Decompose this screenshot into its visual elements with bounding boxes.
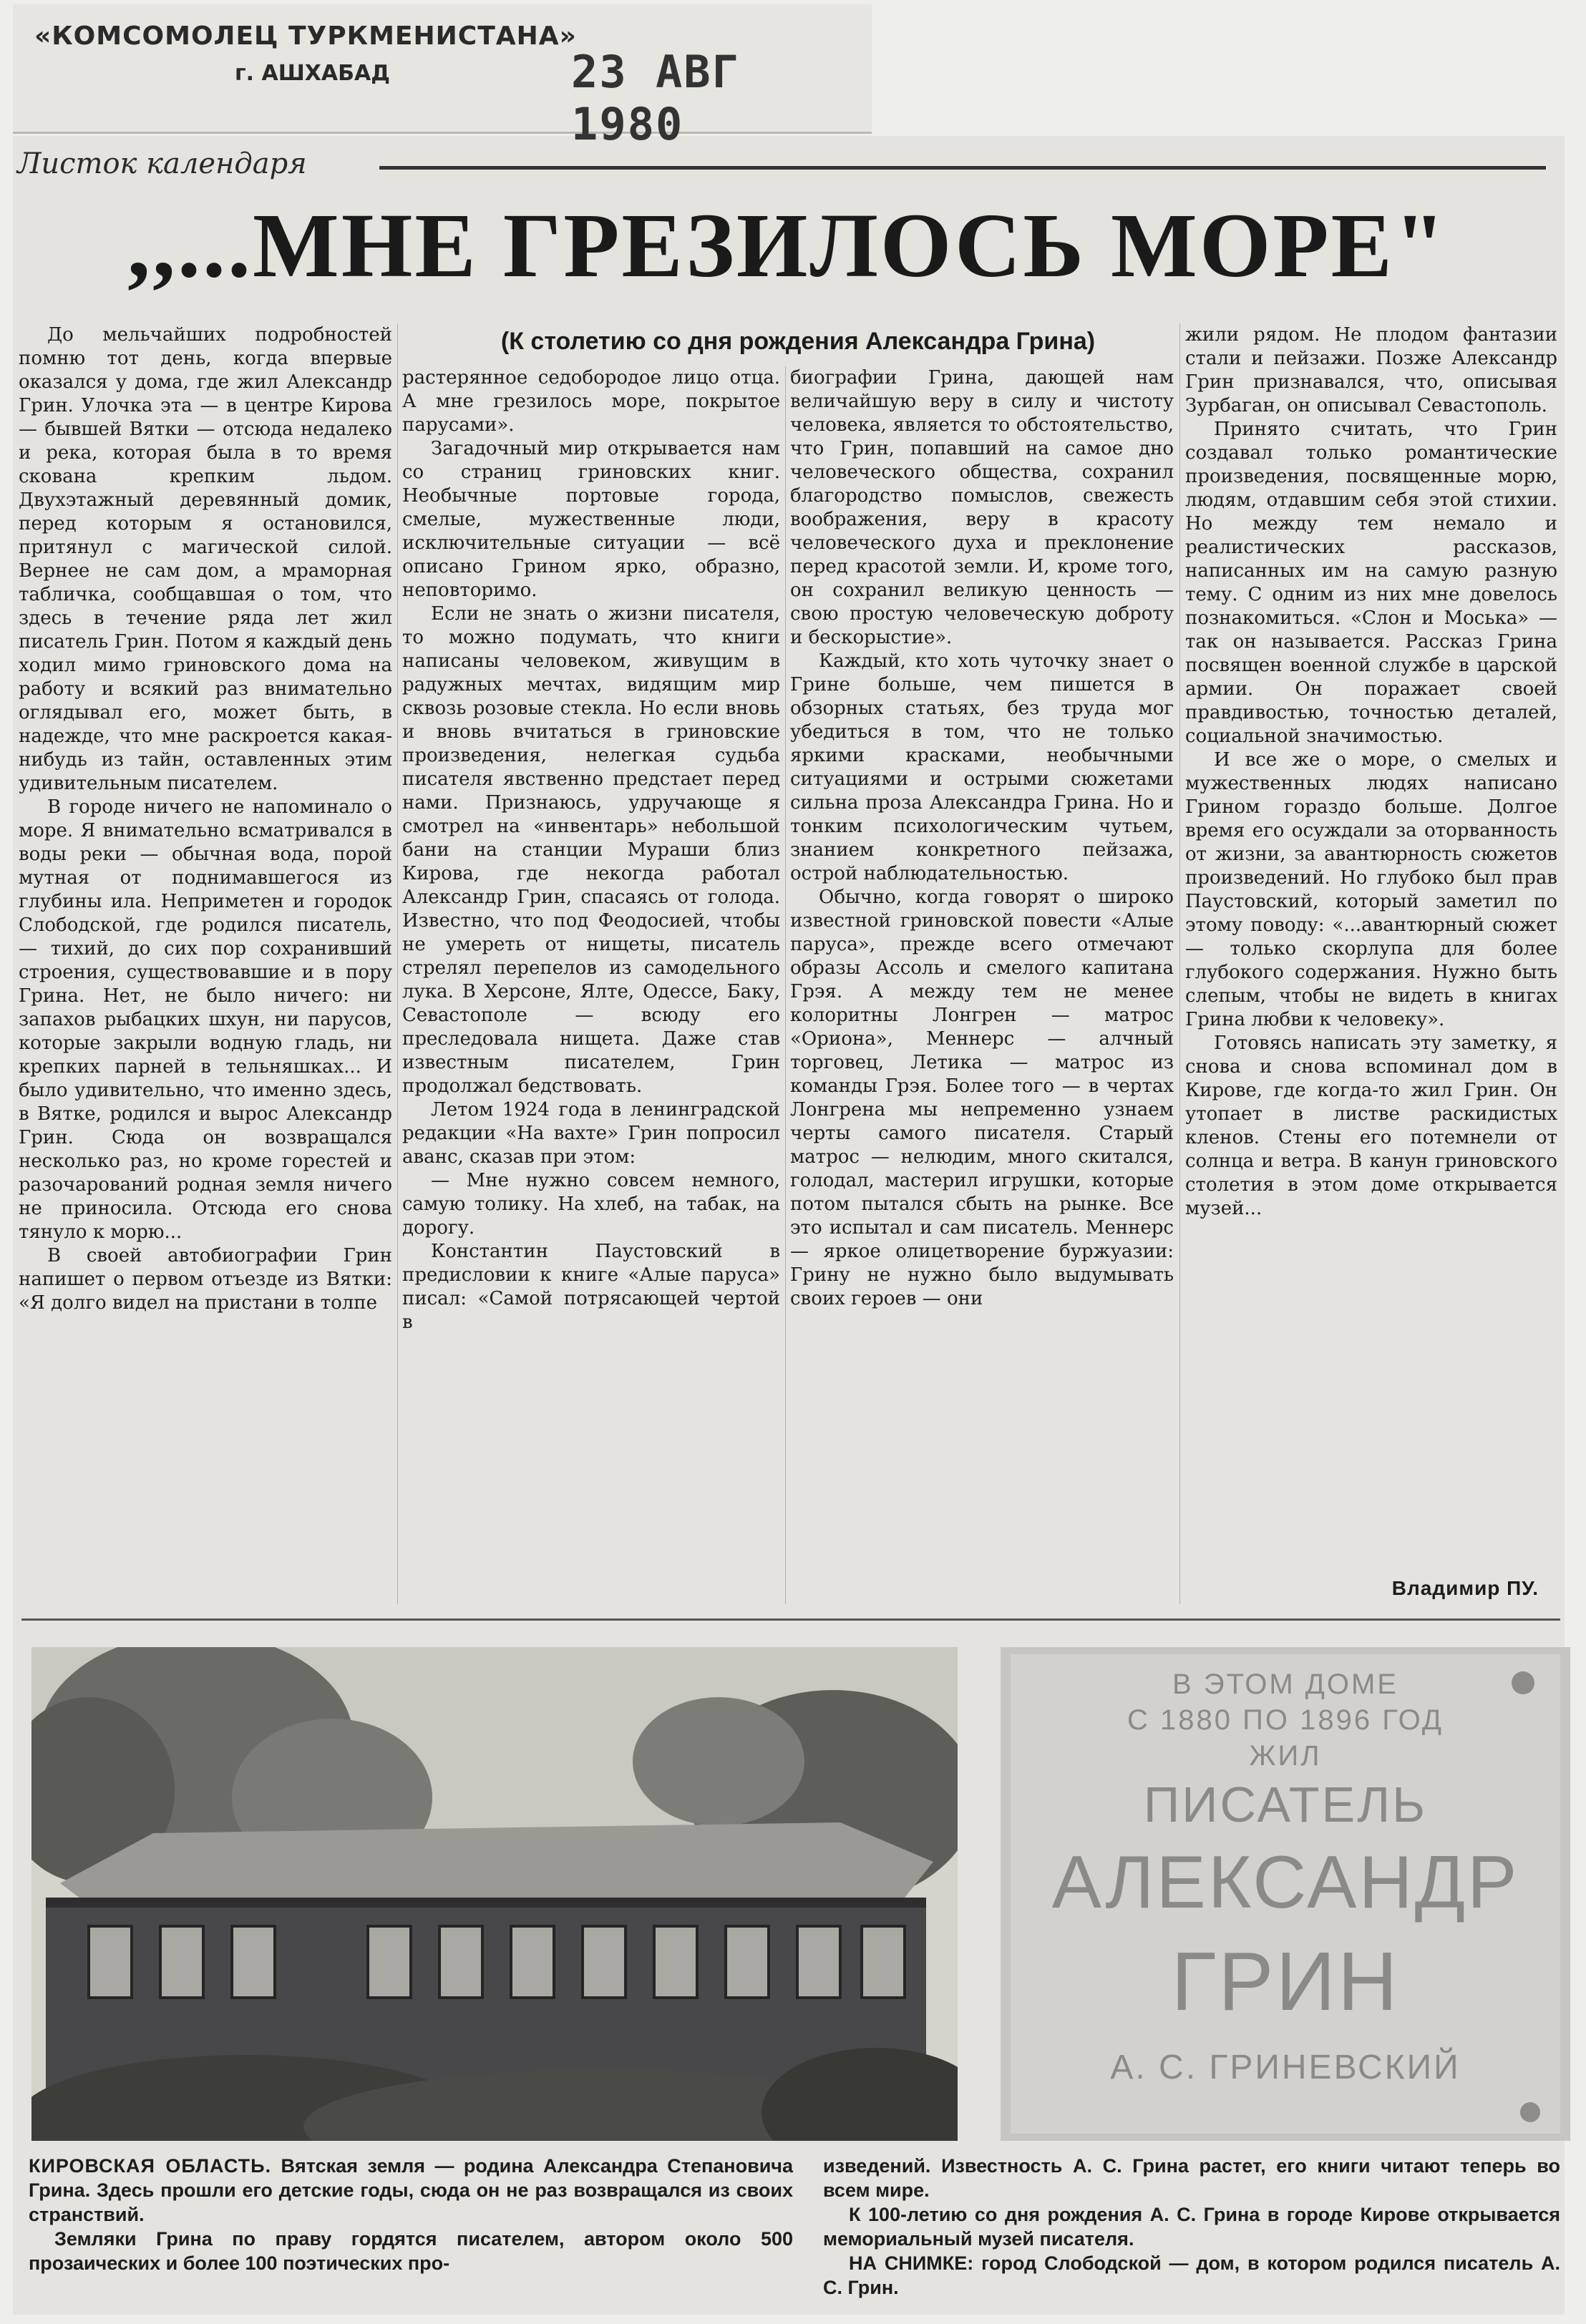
plaque-line: ЖИЛ: [1249, 1740, 1322, 1772]
article-column-3: [790, 366, 1174, 1311]
caption-text: Земляки Грина по праву гордятся писателем, автором около 500 прозаических и более 100 поэтических про-: [29, 2228, 793, 2274]
paragraph: биографии Грина, дающей нам величайшую веру в силу и чистоту человека, является то обстоятельство, что Грин, попавший на самое дно человеческого общества, сохранил благородство помыслов, свежесть воображения, веру в красоту человеческого духа и преклонение перед красотой земли. И, кроме того, он сохранил великую ценность — свою простую человеческую доброту и бескорыстие».: [790, 367, 1174, 648]
rubric-rule: [379, 166, 1546, 170]
column-divider: [1179, 323, 1180, 1604]
subtitle: (К столетию со дня рождения Александра Грина): [500, 328, 1096, 355]
paragraph: Летом 1924 года в ленинградской редакции «На вахте» Грин попросил аванс, сказав при этом:: [402, 1099, 780, 1168]
paragraph: Каждый, кто хоть чуточку знает о Грине больше, чем пишется в обзорных статьях, без труда мог убедиться в том, что не только яркими красками, необычными ситуациями и острыми сюжетами сильна проза Александра Грина. Но и тонким психологическим чутьем, знанием конкретного пейзажа, острой наблюдательностью.: [790, 650, 1174, 884]
photo-caption-right: [823, 2154, 1560, 2300]
headline: ,,...МНЕ ГРЕЗИЛОСЬ МОРЕ": [127, 195, 1447, 296]
column-divider: [397, 323, 398, 1604]
plaque-line: АЛЕКСАНДР: [1051, 1841, 1519, 1924]
caption-lead: НА СНИМКЕ:: [849, 2252, 974, 2274]
photo-section-rule: [21, 1618, 1560, 1621]
clipping-label: [13, 4, 872, 150]
paragraph: Константин Паустовский в предисловии к книге «Алые паруса» писал: «Самой потрясающей чертой в: [402, 1241, 780, 1333]
plaque-line: А. С. ГРИНЕВСКИЙ: [1110, 2049, 1461, 2086]
caption-text: Вятская земля — родина Александра Степановича Грина. Здесь прошли его детские годы, сюда он не раз возвращался из своих странствий.: [29, 2155, 793, 2225]
paragraph: До мельчайших подробностей помню тот день, когда впервые оказался у дома, где жил Александр Грин. Улочка эта — в центре Кирова — бывшей Вятки — отсюда недалеко и река, которая была в то время скована крепким льдом. Двухэтажный деревянный домик, перед которым я остановился, притянул с магической силой. Вернее не сам дом, а мраморная табличка, сообщавшая о том, что здесь в течение ряда лет жил писатель Грин. Потом я каждый день ходил мимо гриновского дома на работу и всякий раз внимательно оглядывал его, может быть, в надежде, что мне раскроется какая-нибудь из тайн, оставленных этим удивительным писателем.: [19, 324, 392, 794]
house-photo: [31, 1647, 958, 2141]
publication-info: [34, 21, 577, 86]
paragraph: В своей автобиографии Грин напишет о первом отъезде из Вятки: «Я долго видел на пристани в толпе: [19, 1245, 392, 1314]
paragraph: Принято считать, что Грин создавал только романтические произведения, посвященные морю, людям, отдавшим себя этой стихии. Но между тем немало и реалистических рассказов, написанных им на самую разную тему. С одним из них мне довелось познакомиться. «Слон и Моська» — так он называется. Рассказ Грина посвящен военной службе в царской армии. Он поражает своей правдивостью, точностью деталей, социальной значимостью.: [1185, 419, 1557, 747]
plaque-line: ГРИН: [1171, 1935, 1400, 2028]
article-column-4: [1185, 323, 1557, 1221]
caption-text: город Слободской — дом, в котором родился писатель А. С. Грин.: [823, 2252, 1561, 2298]
clipping-date-stamp: 23 АВГ 1980: [571, 46, 740, 150]
memorial-plaque-photo: [1001, 1647, 1570, 2141]
photo-caption-left: [29, 2154, 793, 2275]
caption-text: изведений. Известность А. С. Грина растет, его книги читают теперь во всем мире.: [823, 2155, 1560, 2201]
paragraph: Готовясь написать эту заметку, я снова и снова вспоминал дом в Кирове, где когда-то жил Грин. Он утопает в листве раскидистых кленов. Стены его потемнели от солнца и ветра. В канун гриновского столетия в этом доме открывается музей...: [1185, 1032, 1557, 1219]
caption-lead: КИРОВСКАЯ ОБЛАСТЬ.: [29, 2155, 272, 2177]
paragraph: В городе ничего не напоминало о море. Я внимательно всматривался в воды реки — обычная вода, порой мутная от поднимавшегося из глубины ила. Неприметен и городок Слободской, где родился писатель, — тихий, до сих пор сохранивший строения, существовавшие и в пору Грина. Нет, не было ничего: ни запахов рыбацких шхун, ни парусов, которые закрыли водную гладь, ни крепких парней в тельняшках... И было удивительно, что именно здесь, в Вятке, родился и вырос Александр Грин. Сюда он возвращался несколько раз, но кроме горестей и разочарований родная земля ничего не приносила. Отсюда его снова тянуло к морю...: [19, 796, 392, 1243]
plaque-line: ПИСАТЕЛЬ: [1143, 1777, 1428, 1832]
paragraph: И все же о море, о смелых и мужественных людях написано Грином гораздо больше. Долгое время его осуждали за оторванность от жизни, за авантюрность сюжетов произведений. Но глубоко был прав Паустовский, который заметил по этому поводу: «...авантюрный сюжет — только скорлупа для более глубокого содержания. Нужно быть слепым, чтобы не видеть в книгах Грина любви к человеку».: [1185, 749, 1557, 1030]
article-column-2: [402, 366, 780, 1334]
column-divider: [785, 366, 786, 1604]
paragraph: Загадочный мир открывается нам со страниц гриновских книг. Необычные портовые города, смелые, мужественные люди, исключительные ситуации — всё описано Грином ярко, образно, неповторимо.: [402, 438, 780, 601]
paragraph: — Мне нужно совсем немного, самую толику. На хлеб, на табак, на дорогу.: [402, 1170, 780, 1239]
plaque-line: В ЭТОМ ДОМЕ: [1172, 1669, 1398, 1700]
house-photo-illustration: [31, 1647, 958, 2141]
paragraph: Если не знать о жизни писателя, то можно подумать, что книги написаны человеком, живущим в радужных мечтах, видящим мир сквозь розовые стекла. Но если вновь и вновь вчитаться в гриновские произведения, нелегкая судьба писателя явственно предстает перед нами. Признаюсь, удручающе я смотрел на «инвентарь» небольшой бани на станции Мураши близ Кирова, где некогда работал Александр Грин, спасаясь от голода. Известно, что под Феодосией, чтобы не умереть от нищеты, писатель стрелял перепелов из самодельного лука. В Херсоне, Ялте, Одессе, Баку, Севастополе — всюду его преследовала нищета. Даже став известным писателем, Грин продолжал бедствовать.: [402, 603, 780, 1097]
publication-name: «КОМСОМОЛЕЦ ТУРКМЕНИСТАНА»: [34, 21, 577, 51]
author-signature: Владимир ПУ.: [1391, 1577, 1539, 1599]
paragraph: растерянное седобородое лицо отца. А мне грезилось море, покрытое парусами».: [402, 367, 780, 436]
publication-city: г. АШХАБАД: [235, 61, 390, 86]
plaque-line: С 1880 ПО 1896 ГОД: [1127, 1704, 1444, 1736]
article-column-1: [19, 323, 392, 1315]
rubric: Листок календаря: [17, 147, 307, 180]
paragraph: жили рядом. Не плодом фантазии стали и пейзажи. Позже Александр Грин признавался, что, описывая Зурбаган, он описывал Севастополь.: [1185, 324, 1557, 416]
caption-text: К 100-летию со дня рождения А. С. Грина в городе Кирове открывается мемориальный музей писателя.: [823, 2204, 1560, 2250]
paragraph: Обычно, когда говорят о широко известной гриновской повести «Алые паруса», прежде всего отмечают образы Ассоль и смелого капитана Грэя. А между тем не менее колоритны Лонгрен — матрос «Ориона», Меннерс — алчный торговец, Летика — матрос из команды Грэя. Более того — в чертах Лонгрена мы непременно узнаем черты самого писателя. Старый матрос — нелюдим, много скитался, голодал, мастерил игрушки, которые потом пытался сбыть на рынке. Все это испытал и сам писатель. Меннерс — яркое олицетворение буржуазии: Грину не нужно было выдумывать своих героев — они: [790, 887, 1174, 1309]
